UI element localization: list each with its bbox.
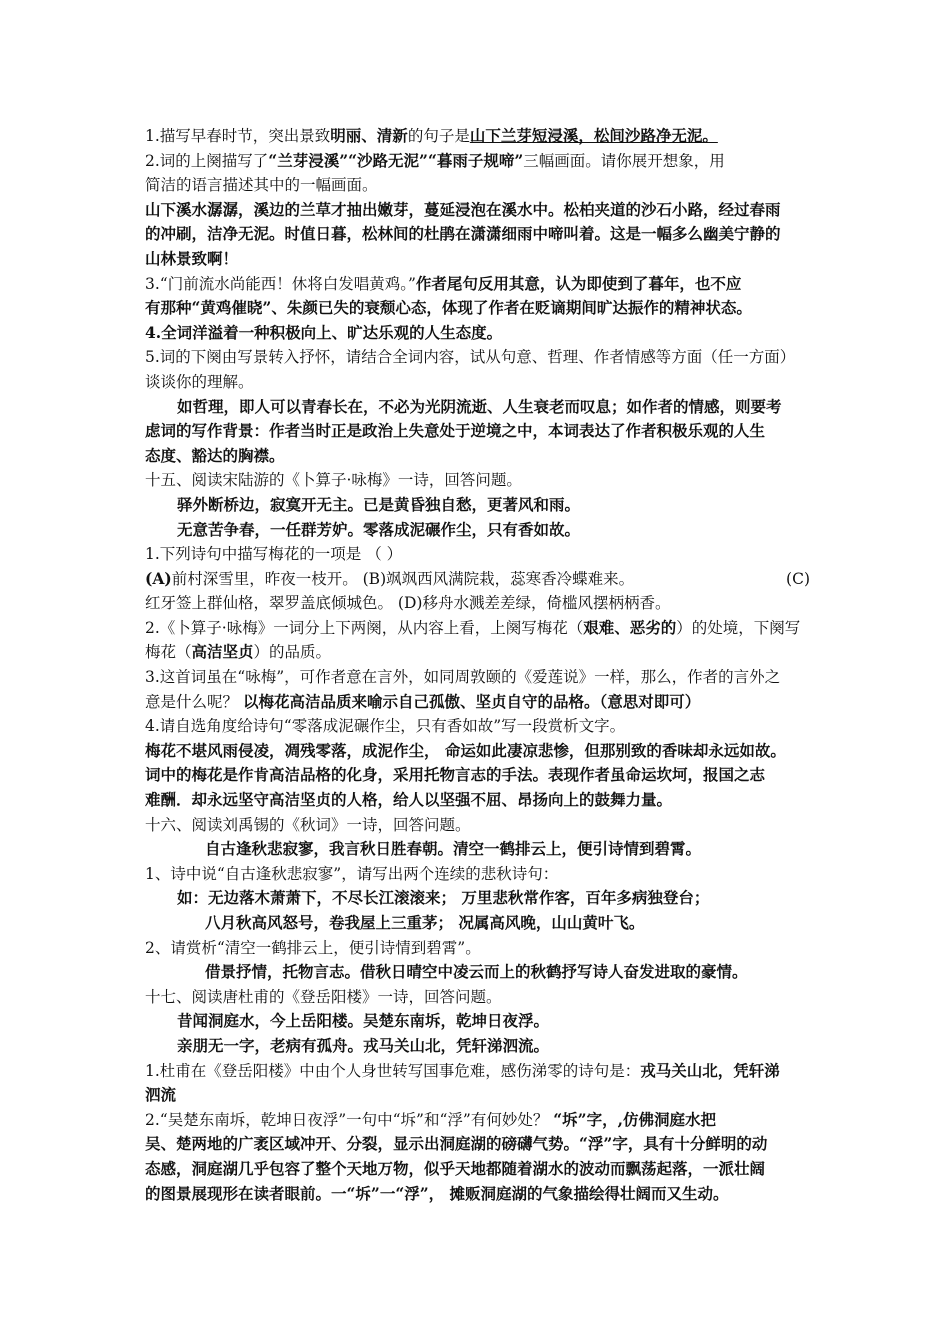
answer-text: 有那种“黄鸡催晓”、朱颜已失的衰颓心态，体现了作者在贬谪期间旷达振作的精神状态。 (145, 298, 752, 318)
question-text: 4.请自选角度给诗句“零落成泥碾作尘，只有香如故”写一段赏析文字。 (145, 717, 626, 736)
answer-text: 艰难、恶劣的 (583, 617, 677, 637)
answer-text: 如：无边落木萧萧下，不尽长江滚滚来； 万里悲秋常作客，百年多病独登台； (177, 888, 710, 908)
line-content (205, 840, 701, 858)
answer-text: 无意苦争春，一任群芳妒。零落成泥碾作尘，只有香如故。 (177, 519, 581, 539)
line-content (145, 127, 718, 145)
question-text: ）的处境，下阕写 (676, 618, 801, 637)
text-line (145, 616, 810, 641)
line-content (145, 225, 781, 243)
question-text: 3.这首词虽在“咏梅”，可作者意在言外，如同周敦颐的《爱莲说》一样，那么，作者的言外之 (145, 668, 781, 687)
text-line (145, 542, 810, 567)
text-line (145, 1034, 810, 1059)
line-content (177, 398, 782, 416)
question-text: 十五、阅读宋陆游的《卜算子·咏梅》一诗，回答问题。 (145, 471, 522, 490)
text-line (145, 321, 810, 346)
choice-label: (C) (786, 569, 810, 588)
question-text: 1.杜甫在《登岳阳楼》中由个人身世转写国事危难，感伤涕零的诗句是： (145, 1061, 641, 1080)
question-text: 2、请赏析“清空一鹤排云上，便引诗情到碧霄”。 (145, 938, 481, 957)
line-content (145, 643, 331, 661)
answer-text: 高洁坚贞 (191, 642, 254, 662)
line-content (205, 963, 748, 981)
answer-text: 八月秋高风怒号，卷我屋上三重茅； 况属高风晚，山山黄叶飞。 (205, 913, 645, 932)
line-content (145, 939, 481, 957)
line-content (177, 496, 580, 514)
answer-text: 梅花不堪风雨侵凌，凋残零落，成泥作尘， 命运如此凄凉悲惨，但那别致的香味却永远如故。 (145, 740, 786, 760)
line-content (145, 742, 786, 760)
line-content (145, 176, 378, 194)
text-line (145, 296, 810, 321)
text-line (145, 1132, 810, 1157)
line-content (205, 914, 644, 932)
text-line (145, 960, 810, 985)
text-line (145, 1182, 810, 1207)
text-line (145, 591, 810, 616)
question-text: 2.《卜算子·咏梅》一词分上下两阕，从内容上看，上阕写梅花（ (145, 618, 584, 637)
question-text: 的句子是 (407, 127, 470, 145)
text-line (145, 395, 810, 420)
line-content (145, 152, 725, 170)
text-line (145, 419, 810, 444)
answer-text: 山林景致啊！ (145, 248, 239, 268)
question-text: 1.下列诗句中描写梅花的一项是 （ ） (145, 545, 403, 564)
answer-text: 虑词的写作背景：作者当时正是政治上失意处于逆境之中，本词表达了作者积极乐观的人生 (145, 421, 766, 441)
text-line (145, 665, 810, 690)
line-content (145, 988, 502, 1006)
line-content (145, 324, 502, 342)
question-text: 简洁的语言描述其中的一幅画面。 (145, 176, 378, 195)
answer-text: 的图景展现形在读者眼前。一“坼”一“浮”， 摊贩洞庭湖的气象描绘得壮阔而又生动。 (145, 1183, 729, 1203)
line-content (145, 791, 672, 809)
line-content (145, 1111, 716, 1129)
answer-text: 如哲理，即人可以青春长在，不必为光阴流逝、人生衰老而叹息；如作者的情感，则要考 (177, 396, 782, 416)
text-line (145, 567, 810, 592)
line-content (177, 1037, 549, 1055)
answer-text: 驿外断桥边，寂寞开无主。已是黄昏独自愁，更著风和雨。 (177, 494, 581, 514)
question-text: 1、诗中说“自古逢秋悲寂寥”，请写出两个连续的悲秋诗句： (145, 864, 559, 883)
line-content (145, 619, 800, 637)
text-line (145, 272, 810, 297)
text-line (145, 198, 810, 223)
line-content (145, 766, 765, 784)
line-content (177, 889, 709, 907)
answer-text: 以梅花高洁品质来喻示自己孤傲、坚贞自守的品格。（意思对即可） (242, 691, 701, 711)
line-content (145, 299, 752, 317)
question-text: 2.词的上阕描写了 (145, 151, 269, 170)
text-line (145, 444, 810, 469)
question-text: 红牙签上群仙格，翠罗盖底倾城色。 (D)移舟水溅差差绿，倚槛风摆柄柄香。 (145, 594, 671, 613)
line-content (145, 545, 402, 563)
answer-text: “兰芽浸溪”“沙路无泥”“暮雨子规啼” (268, 150, 524, 170)
text-line (145, 1083, 810, 1108)
text-line (145, 247, 810, 272)
text-line (145, 690, 810, 715)
answer-text: 山下兰芽短浸溪，松间沙路净无泥。 (469, 126, 718, 145)
question-text: 前村深雪里，昨夜一枝开。 (B)飒飒西风满院栽，蕊寒香冷蝶难来。 (171, 569, 635, 588)
line-content (145, 275, 741, 293)
line-content (145, 471, 522, 489)
answer-text: 明丽、清新 (330, 126, 408, 145)
answer-text: 自古逢秋悲寂寥，我言秋日胜春朝。清空一鹤排云上，便引诗情到碧霄。 (205, 839, 702, 859)
line-content (145, 447, 285, 465)
text-line (145, 788, 810, 813)
line-content (145, 373, 254, 391)
text-line (145, 345, 810, 370)
question-text: 十七、阅读唐杜甫的《登岳阳楼》一诗，回答问题。 (145, 987, 502, 1006)
text-line (145, 173, 810, 198)
text-line (145, 1009, 810, 1034)
question-text: 三幅画面。请你展开想象，用 (523, 151, 725, 170)
answer-text: 的冲刷，洁净无泥。时值日暮，松林间的杜鹃在潇潇细雨中啼叫着。这是一幅多么幽美宁静的 (145, 224, 781, 244)
line-content (145, 693, 700, 711)
line-content (177, 1012, 549, 1030)
line-content (145, 668, 780, 686)
text-line (145, 1059, 810, 1084)
line-content (145, 422, 765, 440)
line-content (145, 1185, 729, 1203)
question-text: ）的品质。 (253, 643, 332, 662)
answer-text: 难酬．却永远坚守高洁坚贞的人格，给人以坚强不屈、昂扬向上的鼓舞力量。 (145, 790, 673, 810)
answer-text: 昔闻洞庭水，今上岳阳楼。吴楚东南坼，乾坤日夜浮。 (177, 1011, 550, 1031)
answer-text: 亲朋无一字，老病有孤舟。戎马关山北，凭轩涕泗流。 (177, 1035, 550, 1055)
text-line (145, 837, 810, 862)
text-line (145, 1108, 810, 1133)
line-content (145, 1135, 767, 1153)
question-text: 2.“吴楚东南坼，乾坤日夜浮”一句中“坼”和“浮”有何妙处？ (145, 1110, 554, 1129)
question-text: 谈谈你的理解。 (145, 372, 254, 391)
text-line (145, 149, 810, 174)
text-line (145, 370, 810, 395)
line-content (145, 567, 634, 592)
line-content (145, 717, 625, 735)
text-line (145, 763, 810, 788)
document-page (145, 124, 810, 1206)
answer-text: 态感，洞庭湖几乎包容了整个天地万物，似乎天地都随着湖水的波动而飘荡起落，一派壮阔 (145, 1158, 766, 1178)
text-line (145, 518, 810, 543)
text-line (145, 468, 810, 493)
text-line (145, 813, 810, 838)
question-text: 意是什么呢？ (145, 692, 243, 711)
line-content (145, 1086, 176, 1104)
question-text: 3.“门前流水尚能西！休将白发唱黄鸡。” (145, 274, 416, 293)
answer-text: 态度、豁达的胸襟。 (145, 445, 285, 465)
line-content (145, 1062, 780, 1080)
answer-text: 作者尾句反用其意，认为即使到了暮年，也不应 (415, 273, 742, 293)
text-line (145, 911, 810, 936)
text-line (145, 985, 810, 1010)
text-line (145, 862, 810, 887)
text-line (145, 493, 810, 518)
line-content (145, 201, 781, 219)
line-content (145, 1160, 765, 1178)
answer-text: 吴、楚两地的广袤区域冲开、分裂，显示出洞庭湖的磅礴气势。“浮”字，具有十分鲜明的动 (145, 1134, 768, 1154)
line-content (145, 816, 471, 834)
line-content (145, 348, 795, 366)
answer-text: 戎马关山北，凭轩涕 (640, 1060, 780, 1080)
text-line (145, 739, 810, 764)
question-text: 十六、阅读刘禹锡的《秋词》一诗，回答问题。 (145, 815, 471, 834)
answer-text: 山下溪水潺潺，溪边的兰草才抽出嫩芽，蔓延浸泡在溪水中。松柏夹道的沙石小路，经过春雨 (145, 199, 781, 219)
answer-text: (A) (145, 568, 172, 588)
text-line (145, 640, 810, 665)
answer-text: 4.全词洋溢着一种积极向上、旷达乐观的人生态度。 (145, 322, 503, 342)
answer-text: 泗流 (145, 1085, 177, 1105)
question-text: 1.描写早春时节，突出景致 (145, 127, 331, 145)
line-content (145, 865, 558, 883)
answer-text: 词中的梅花是作肯高洁品格的化身，采用托物言志的手法。表现作者虽命运坎坷，报国之志 (145, 765, 766, 785)
question-text: 梅花（ (145, 643, 192, 662)
text-line (145, 124, 810, 149)
line-content (177, 521, 580, 539)
line-content (145, 594, 670, 612)
text-line (145, 222, 810, 247)
text-line (145, 936, 810, 961)
question-text: 5.词的下阕由写景转入抒怀，请结合全词内容，试从句意、哲理、作者情感等方面（任一方面） (145, 348, 796, 367)
text-line (145, 886, 810, 911)
text-line (145, 1157, 810, 1182)
text-line (145, 714, 810, 739)
answer-text: “坼”字，,仿佛洞庭水把 (553, 1109, 716, 1129)
line-content (145, 250, 238, 268)
answer-text: 借景抒情，托物言志。借秋日晴空中凌云而上的秋鹤抒写诗人奋发进取的豪情。 (205, 962, 748, 982)
